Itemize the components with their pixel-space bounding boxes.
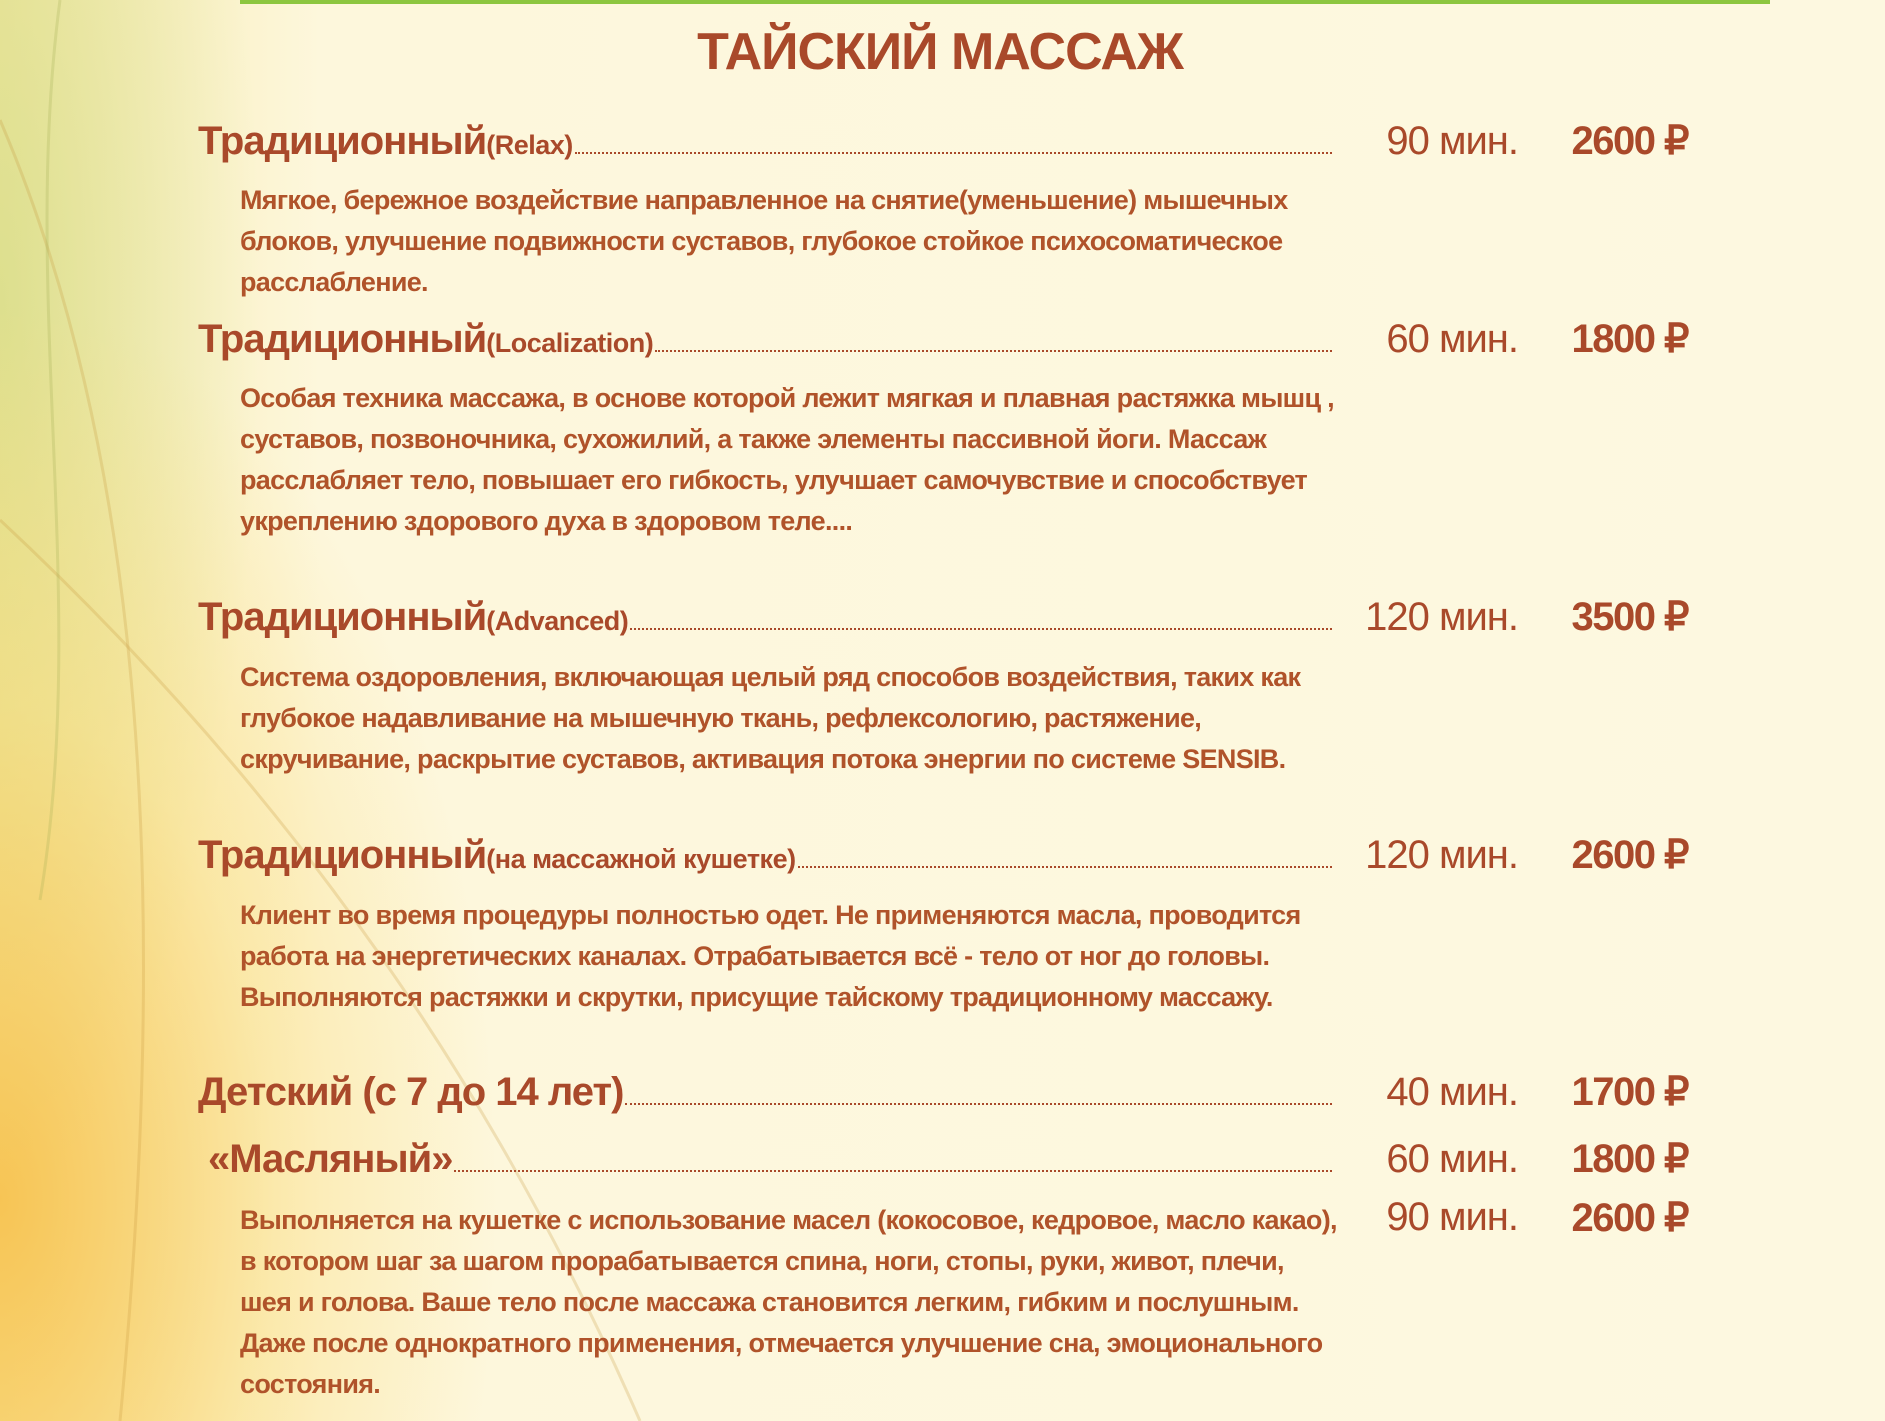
menu-item-oil-option-2: [1338, 1195, 1688, 1241]
item-price: 3500 ₽: [1571, 595, 1688, 639]
menu-item-couch: [198, 832, 1688, 880]
item-duration: 90 мин.: [1386, 1195, 1518, 1239]
item-description: Выполняется на кушетке с использование масел (кокосовое, кедровое, масло какао), в котором шаг за шагом прорабатывается спина, ноги, стопы, руки, живот, плечи, шея и голова. Ваше тело после массажа становится легким, гибким и послушным. Даже после однократного применения, отмечается улучшение сна, эмоционального состояния.: [240, 1205, 1337, 1399]
dot-leader: [575, 151, 1332, 154]
item-description: Система оздоровления, включающая целый ряд способов воздействия, таких как глубокое надавливание на мышечную ткань, рефлексологию, растяжение, скручивание, раскрытие суставов, активация потока энергии по системе SENSIB.: [240, 662, 1301, 774]
menu-item-localization: [198, 316, 1688, 364]
item-description: Мягкое, бережное воздействие направленное на снятие(уменьшение) мышечных блоков, улучшение подвижности суставов, глубокое стойкое психосоматическое расслабление.: [240, 185, 1288, 297]
item-description: Особая техника массажа, в основе которой лежит мягкая и плавная растяжка мышц , суставов, позвоночника, сухожилий, а также элементы пассивной йоги. Массаж расслабляет тело, повышает его гибкость, улучшает самочувствие и способствует укреплению здорового духа в здоровом теле....: [240, 383, 1334, 536]
item-subtitle: (на массажной кушетке): [486, 844, 796, 874]
item-name: Детский (с 7 до 14 лет): [198, 1070, 624, 1114]
item-duration: 90 мин.: [1386, 119, 1518, 163]
top-accent-line: [240, 0, 1770, 4]
item-duration: 120 мин.: [1365, 595, 1518, 639]
item-name: Традиционный: [198, 595, 487, 639]
item-subtitle: (Localization): [486, 328, 654, 358]
item-subtitle: (Relax): [486, 130, 573, 160]
item-price: 2600 ₽: [1571, 1196, 1688, 1240]
menu-item-advanced: [198, 594, 1688, 642]
item-description: Клиент во время процедуры полностью одет. Не применяются масла, проводится работа на энергетических каналах. Отрабатывается всё - тело от ног до головы. Выполняются растяжки и скрутки, присущие тайскому традиционному массажу.: [240, 900, 1301, 1012]
item-name: «Масляный»: [208, 1137, 453, 1181]
item-price: 1700 ₽: [1571, 1070, 1688, 1114]
item-duration: 60 мин.: [1386, 317, 1518, 361]
item-name: Традиционный: [198, 833, 487, 877]
dot-leader: [625, 1102, 1332, 1105]
dot-leader: [630, 627, 1332, 630]
dot-leader: [655, 349, 1332, 352]
page-title: ТАЙСКИЙ МАССАЖ: [697, 23, 1183, 81]
dot-leader: [454, 1169, 1332, 1172]
decorative-swoosh: [0, 120, 144, 1421]
item-name: Традиционный: [198, 119, 487, 163]
menu-item-relax: [198, 118, 1688, 166]
item-subtitle: (Advanced): [486, 606, 629, 636]
decorative-swoosh: [40, 0, 60, 900]
item-duration: 60 мин.: [1386, 1137, 1518, 1181]
item-price: 2600 ₽: [1571, 119, 1688, 163]
menu-item-oil: [208, 1136, 1688, 1184]
dot-leader: [798, 865, 1332, 868]
item-duration: 120 мин.: [1365, 833, 1518, 877]
item-price: 2600 ₽: [1571, 833, 1688, 877]
item-name: Традиционный: [198, 317, 487, 361]
item-price: 1800 ₽: [1571, 317, 1688, 361]
item-price: 1800 ₽: [1571, 1137, 1688, 1181]
menu-item-kids: [198, 1069, 1688, 1117]
item-duration: 40 мин.: [1386, 1070, 1518, 1114]
